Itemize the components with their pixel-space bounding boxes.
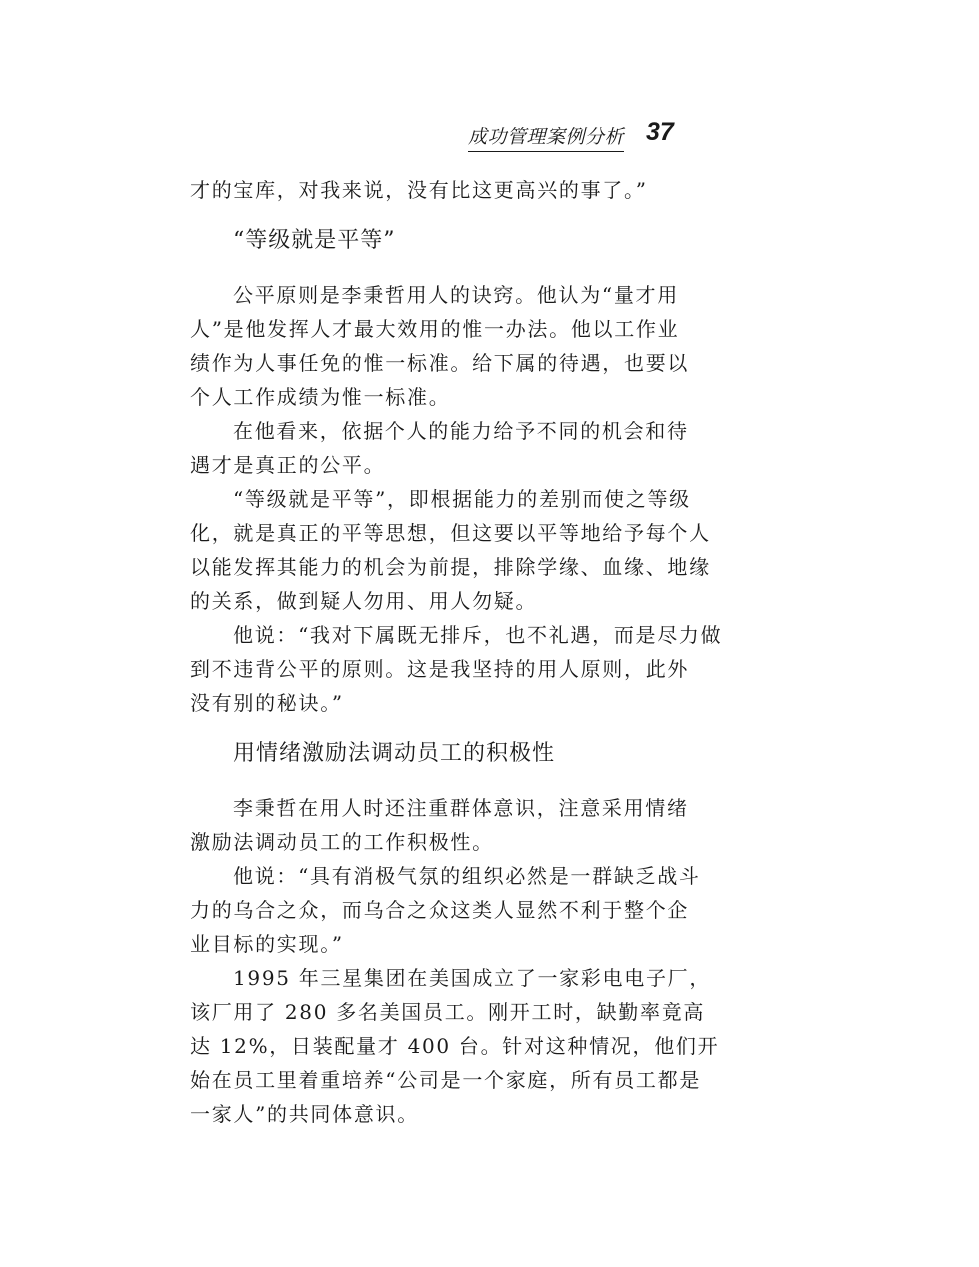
text-line: 他说：“我对下属既无排斥，也不礼遇，而是尽力做 [233, 623, 723, 647]
text-line: 始在员工里着重培养“公司是一个家庭，所有员工都是 [190, 1068, 702, 1092]
text-line: 人”是他发挥人才最大效用的惟一办法。他以工作业 [190, 317, 680, 341]
text-line: 到不违背公平的原则。这是我坚持的用人原则，此外 [190, 657, 690, 681]
text-line: 1995 年三星集团在美国成立了一家彩电电子厂， [233, 966, 712, 990]
text-line: 在他看来，依据个人的能力给予不同的机会和待 [233, 419, 689, 443]
section-heading: 用情绪激励法调动员工的积极性 [233, 741, 556, 766]
text-line: 公平原则是李秉哲用人的诀窍。他认为“量才用 [233, 283, 679, 307]
section-heading: “等级就是平等” [233, 228, 396, 253]
text-line: 个人工作成绩为惟一标准。 [190, 385, 451, 409]
text-line: 才的宝库，对我来说，没有比这更高兴的事了。” [190, 178, 648, 202]
text-line: 的关系，做到疑人勿用、用人勿疑。 [190, 589, 538, 613]
text-line: 达 12%，日装配量才 400 台。针对这种情况，他们开 [190, 1034, 720, 1058]
text-line: 遇才是真正的公平。 [190, 453, 386, 477]
book-title: 成功管理案例分析 [468, 122, 624, 152]
running-header [468, 118, 678, 152]
text-line: 以能发挥其能力的机会为前提，排除学缘、血缘、地缘 [190, 555, 711, 579]
text-line: 业目标的实现。” [190, 932, 344, 956]
text-line: 李秉哲在用人时还注重群体意识，注意采用情绪 [233, 796, 689, 820]
text-line: 他说：“具有消极气氛的组织必然是一群缺乏战斗 [233, 864, 701, 888]
text-line: 激励法调动员工的工作积极性。 [190, 830, 494, 854]
page-number: 37 [646, 118, 674, 146]
text-line: 一家人”的共同体意识。 [190, 1102, 419, 1126]
text-line: 该厂用了 280 多名美国员工。刚开工时，缺勤率竟高 [190, 1000, 706, 1024]
text-line: 化，就是真正的平等思想，但这要以平等地给予每个人 [190, 521, 711, 545]
text-line: 绩作为人事任免的惟一标准。给下属的待遇，也要以 [190, 351, 690, 375]
text-line: 力的乌合之众，而乌合之众这类人显然不利于整个企 [190, 898, 690, 922]
text-line: 没有别的秘诀。” [190, 691, 344, 715]
text-line: “等级就是平等”，即根据能力的差别而使之等级 [233, 487, 691, 511]
